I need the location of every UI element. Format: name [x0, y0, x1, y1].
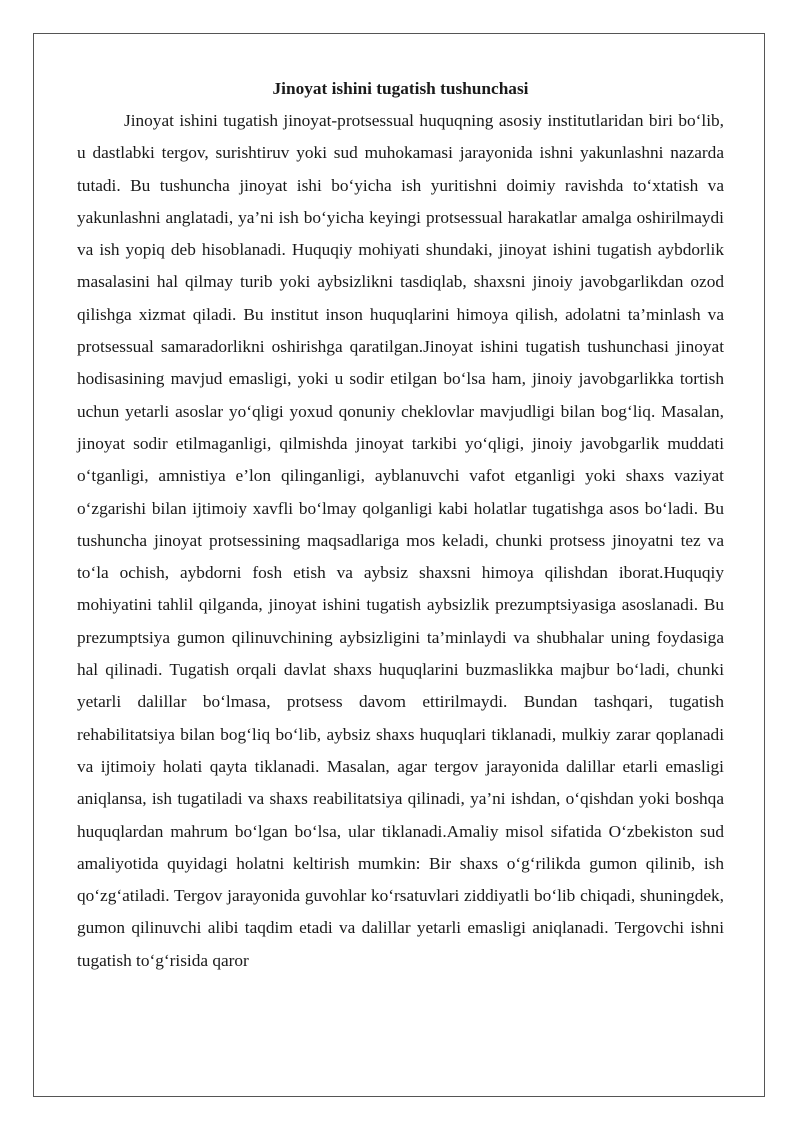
document-content: [77, 77, 724, 977]
body-paragraph: Jinoyat ishini tugatish jinoyat-protsessual huquqning asosiy institutlaridan biri bo‘lib, u dastlabki tergov, surishtiruv yoki sud muhokamasi jarayonida ishni yakunlashni nazarda tutadi. Bu tushuncha jinoyat ishi bo‘yicha ish yuritishni doimiy ravishda to‘xtatish va yakunlashni anglatadi, ya’ni ish bo‘yicha keyingi protsessual harakatlar amalga oshirilmaydi va ish yopiq deb hisoblanadi. Huquqiy mohiyati shundaki, jinoyat ishini tugatish aybdorlik masalasini hal qilmay turib yoki aybsizlikni tasdiqlab, shaxsni jinoiy javobgarlikdan ozod qilishga xizmat qiladi. Bu institut inson huquqlarini himoya qilish, adolatni ta’minlash va protsessual samaradorlikni oshirishga qaratilgan.Jinoyat ishini tugatish tushunchasi jinoyat hodisasining mavjud emasligi, yoki u sodir etilgan bo‘lsa ham, jinoiy javobgarlikka tortish uchun yetarli asoslar yo‘qligi yoxud qonuniy cheklovlar mavjudligi bilan bog‘liq. Masalan, jinoyat sodir etilmaganligi, qilmishda jinoyat tarkibi yo‘qligi, jinoiy javobgarlik muddati o‘tganligi, amnistiya e’lon qilinganligi, ayblanuvchi vafot etganligi yoki shaxs vaziyat o‘zgarishi bilan ijtimoiy xavfli bo‘lmay qolganligi kabi holatlar tugatishga asos bo‘ladi. Bu tushuncha jinoyat protsessining maqsadlariga mos keladi, chunki protsess jinoyatni tez va to‘la ochish, aybdorni fosh etish va aybsiz shaxsni himoya qilishdan iborat.Huquqiy mohiyatini tahlil qilganda, jinoyat ishini tugatish aybsizlik prezumptsiyasiga asoslanadi. Bu prezumptsiya gumon qilinuvchining aybsizligini ta’minlaydi va shubhalar uning foydasiga hal qilinadi. Tugatish orqali davlat shaxs huquqlarini buzmaslikka majbur bo‘ladi, chunki yetarli dalillar bo‘lmasa, protsess davom ettirilmaydi. Bundan tashqari, tugatish rehabilitatsiya bilan bog‘liq bo‘lib, aybsiz shaxs huquqlari tiklanadi, mulkiy zarar qoplanadi va ijtimoiy holati qayta tiklanadi. Masalan, agar tergov jarayonida dalillar etarli emasligi aniqlansa, ish tugatiladi va shaxs reabilitatsiya qilinadi, ya’ni ishdan, o‘qishdan yoki boshqa huquqlardan mahrum bo‘lgan bo‘lsa, ular tiklanadi.Amaliy misol sifatida O‘zbekiston sud amaliyotida quyidagi holatni keltirish mumkin: Bir shaxs o‘g‘rilikda gumon qilinib, ish qo‘zg‘atiladi. Tergov jarayonida guvohlar ko‘rsatuvlari ziddiyatli bo‘lib chiqadi, shuningdek, gumon qilinuvchi alibi taqdim etadi va dalillar yetarli emasligi aniqlanadi. Tergovchi ishni tugatish to‘g‘risida qaror: [77, 111, 724, 970]
document-title: Jinoyat ishini tugatish tushunchasi: [272, 79, 529, 98]
